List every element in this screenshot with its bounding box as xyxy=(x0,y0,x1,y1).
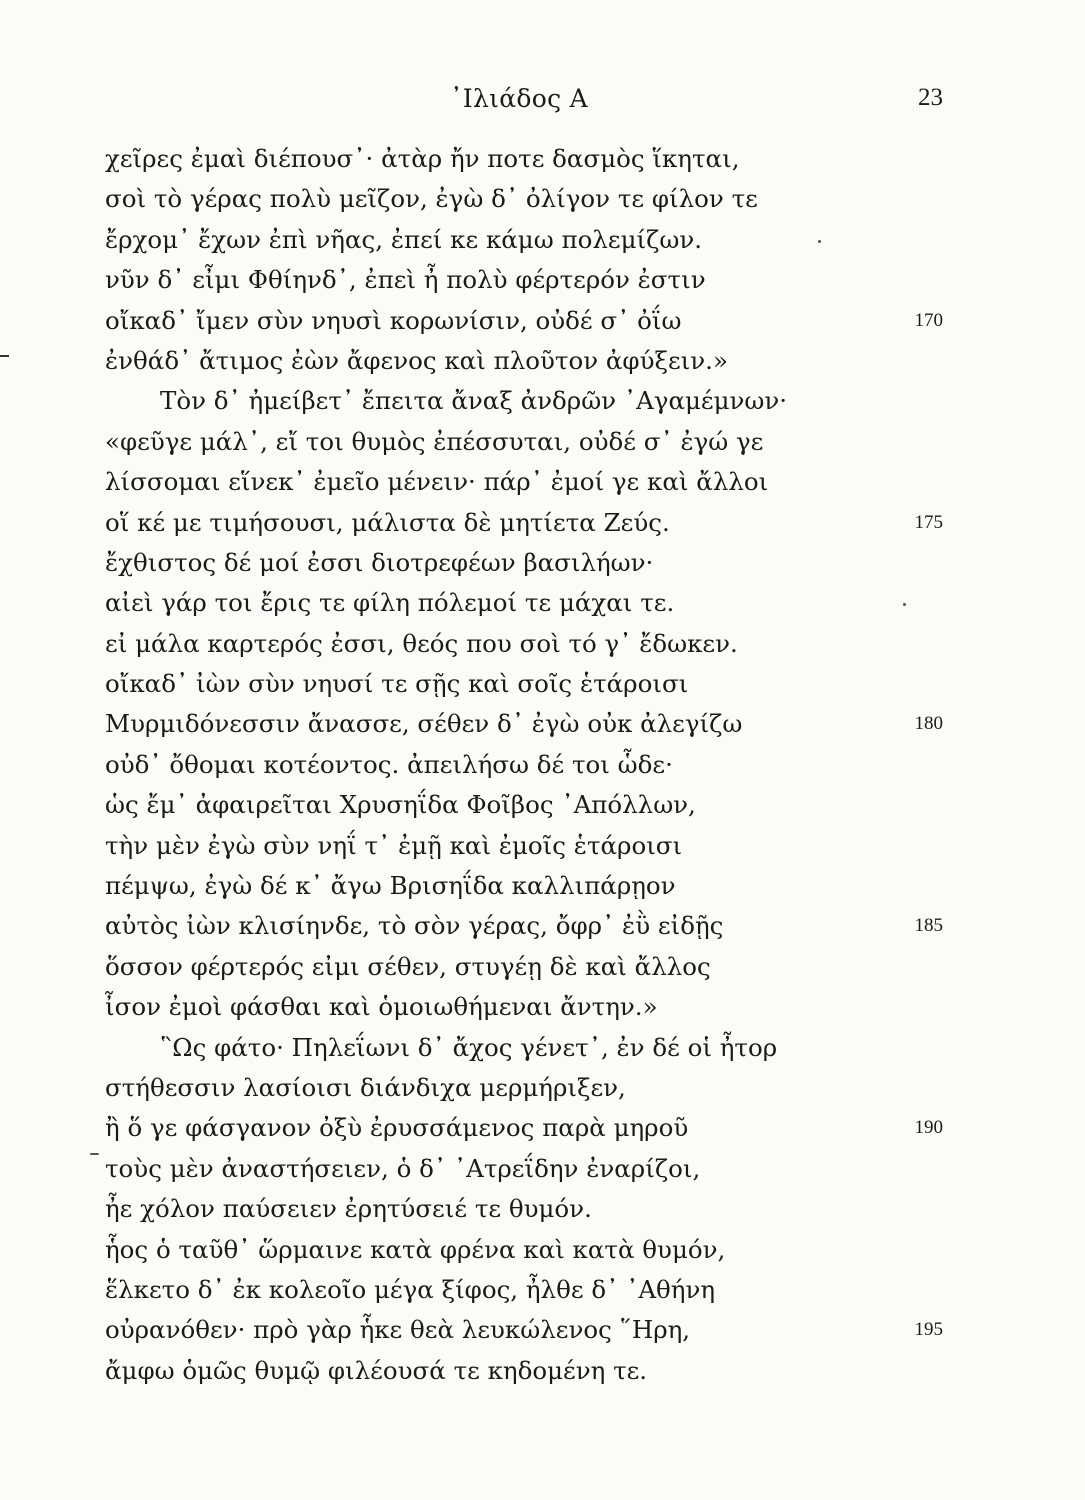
verse-text: οἴκαδ᾿ ἰὼν σὺν νηυσί τε σῇς καὶ σοῖς ἑτάροισι xyxy=(105,669,689,699)
verse-line xyxy=(0,987,1085,1027)
verse-text: οὐρανόθεν· πρὸ γὰρ ἧκε θεὰ λευκώλενος ῞Ηρη, xyxy=(105,1315,691,1345)
verse-text: οἴκαδ᾿ ἴμεν σὺν νηυσὶ κορωνίσιν, οὐδέ σ᾿ ὀΐω xyxy=(105,305,682,335)
verse-text: νῦν δ᾿ εἶμι Φθίηνδ᾿, ἐπεὶ ἦ πολὺ φέρτερόν ἐστιν xyxy=(105,265,706,295)
verse-line xyxy=(0,866,1085,906)
verse-line xyxy=(0,179,1085,219)
verse-line xyxy=(0,826,1085,866)
ink-speck xyxy=(90,1153,99,1155)
verse-line xyxy=(0,1189,1085,1229)
verse-text: αἰεὶ γάρ τοι ἔρις τε φίλη πόλεμοί τε μάχαι τε. xyxy=(105,588,675,618)
ink-speck xyxy=(818,240,821,243)
verse-text: εἰ μάλα καρτερός ἐσσι, θεός που σοὶ τό γ᾿ ἔδωκεν. xyxy=(105,628,738,658)
verse-line xyxy=(0,745,1085,785)
verse-text: στήθεσσιν λασίοισι διάνδιχα μερμήριξεν, xyxy=(105,1072,626,1102)
verse-line xyxy=(0,543,1085,583)
line-number: 195 xyxy=(914,1319,943,1341)
verse-text: σοὶ τὸ γέρας πολὺ μεῖζον, ἐγὼ δ᾿ ὀλίγον τε φίλον τε xyxy=(105,184,758,214)
verse-line xyxy=(0,381,1085,421)
verse-text: ἔρχομ᾿ ἔχων ἐπὶ νῆας, ἐπεί κε κάμω πολεμίζων. xyxy=(105,224,703,254)
verse-text: Μυρμιδόνεσσιν ἄνασσε, σέθεν δ᾿ ἐγὼ οὐκ ἀλεγίζω xyxy=(105,709,743,739)
verse-text: ἢ ὅ γε φάσγανον ὀξὺ ἐρυσσάμενος παρὰ μηροῦ xyxy=(105,1113,689,1143)
verse-line xyxy=(0,947,1085,987)
verse-line xyxy=(0,301,1085,341)
verse-text: ἕλκετο δ᾿ ἐκ κολεοῖο μέγα ξίφος, ἦλθε δ᾿ ᾿Αθήνη xyxy=(105,1274,716,1304)
line-number: 170 xyxy=(914,309,943,331)
verse-line xyxy=(0,139,1085,179)
verse-line xyxy=(0,704,1085,744)
line-number: 180 xyxy=(914,713,943,735)
line-number: 175 xyxy=(914,511,943,533)
verse-text: οἵ κέ με τιμήσουσι, μάλιστα δὲ μητίετα Ζεύς. xyxy=(105,507,670,537)
verse-text: «φεῦγε μάλ᾿, εἴ τοι θυμὸς ἐπέσσυται, οὐδέ σ᾿ ἐγώ γε xyxy=(105,426,764,456)
verse-line xyxy=(0,220,1085,260)
verse-line xyxy=(0,422,1085,462)
verse-line xyxy=(0,503,1085,543)
verse-text: αὐτὸς ἰὼν κλισίηνδε, τὸ σὸν γέρας, ὄφρ᾿ ἐῢ εἰδῇς xyxy=(105,911,724,941)
line-number: 190 xyxy=(914,1117,943,1139)
verse-line xyxy=(0,1310,1085,1350)
line-number: 185 xyxy=(914,915,943,937)
verse-line xyxy=(0,1108,1085,1148)
verse-line xyxy=(0,1351,1085,1391)
verse-line xyxy=(0,341,1085,381)
verse-text: ὅσσον φέρτερός εἰμι σέθεν, στυγέῃ δὲ καὶ ἄλλος xyxy=(105,951,711,981)
verse-line xyxy=(0,1270,1085,1310)
verse-block xyxy=(0,139,1085,1391)
margin-mark xyxy=(0,355,9,357)
verse-text: ἔχθιστος δέ μοί ἐσσι διοτρεφέων βασιλήων· xyxy=(105,547,654,577)
verse-text: ἦε χόλον παύσειεν ἐρητύσειέ τε θυμόν. xyxy=(105,1194,592,1224)
ink-speck xyxy=(903,603,906,606)
verse-text: ἶσον ἐμοὶ φάσθαι καὶ ὁμοιωθήμεναι ἄντην.» xyxy=(105,992,658,1022)
verse-line xyxy=(0,906,1085,946)
verse-text: πέμψω, ἐγὼ δέ κ᾿ ἄγω Βρισηΐδα καλλιπάρῃον xyxy=(105,871,676,901)
verse-text: τὴν μὲν ἐγὼ σὺν νηΐ τ᾿ ἐμῇ καὶ ἐμοῖς ἑτάροισι xyxy=(105,830,683,860)
verse-line xyxy=(0,1230,1085,1270)
verse-line xyxy=(0,462,1085,502)
verse-line xyxy=(0,1149,1085,1189)
verse-text: οὐδ᾿ ὄθομαι κοτέοντος. ἀπειλήσω δέ τοι ὧδε· xyxy=(105,749,673,779)
verse-line xyxy=(0,785,1085,825)
verse-line xyxy=(0,583,1085,623)
verse-text: ἄμφω ὁμῶς θυμῷ φιλέουσά τε κηδομένη τε. xyxy=(105,1355,648,1385)
verse-text: ῝Ως φάτο· Πηλεΐωνι δ᾿ ἄχος γένετ᾿, ἐν δέ οἱ ἦτορ xyxy=(160,1032,778,1062)
verse-text: Τὸν δ᾿ ἠμείβετ᾿ ἔπειτα ἄναξ ἀνδρῶν ᾿Αγαμέμνων· xyxy=(160,386,788,416)
verse-line xyxy=(0,1028,1085,1068)
verse-text: ἧος ὁ ταῦθ᾿ ὥρμαινε κατὰ φρένα καὶ κατὰ θυμόν, xyxy=(105,1234,726,1264)
verse-text: ὡς ἔμ᾿ ἀφαιρεῖται Χρυσηΐδα Φοῖβος ᾿Απόλλων, xyxy=(105,790,696,820)
verse-line xyxy=(0,624,1085,664)
verse-line xyxy=(0,260,1085,300)
verse-text: τοὺς μὲν ἀναστήσειεν, ὁ δ᾿ ᾿Ατρεΐδην ἐναρίζοι, xyxy=(105,1153,701,1183)
verse-text: χεῖρες ἐμαὶ διέπουσ᾿· ἀτὰρ ἤν ποτε δασμὸς ἵκηται, xyxy=(105,144,740,173)
page-number: 23 xyxy=(918,84,943,111)
verse-line xyxy=(0,664,1085,704)
running-head: ᾿Ιλιάδος Α xyxy=(450,84,589,113)
verse-line xyxy=(0,1068,1085,1108)
verse-text: ἐνθάδ᾿ ἄτιμος ἐὼν ἄφενος καὶ πλοῦτον ἀφύξειν.» xyxy=(105,345,728,375)
verse-text: λίσσομαι εἵνεκ᾿ ἐμεῖο μένειν· πάρ᾿ ἐμοί γε καὶ ἄλλοι xyxy=(105,467,769,497)
